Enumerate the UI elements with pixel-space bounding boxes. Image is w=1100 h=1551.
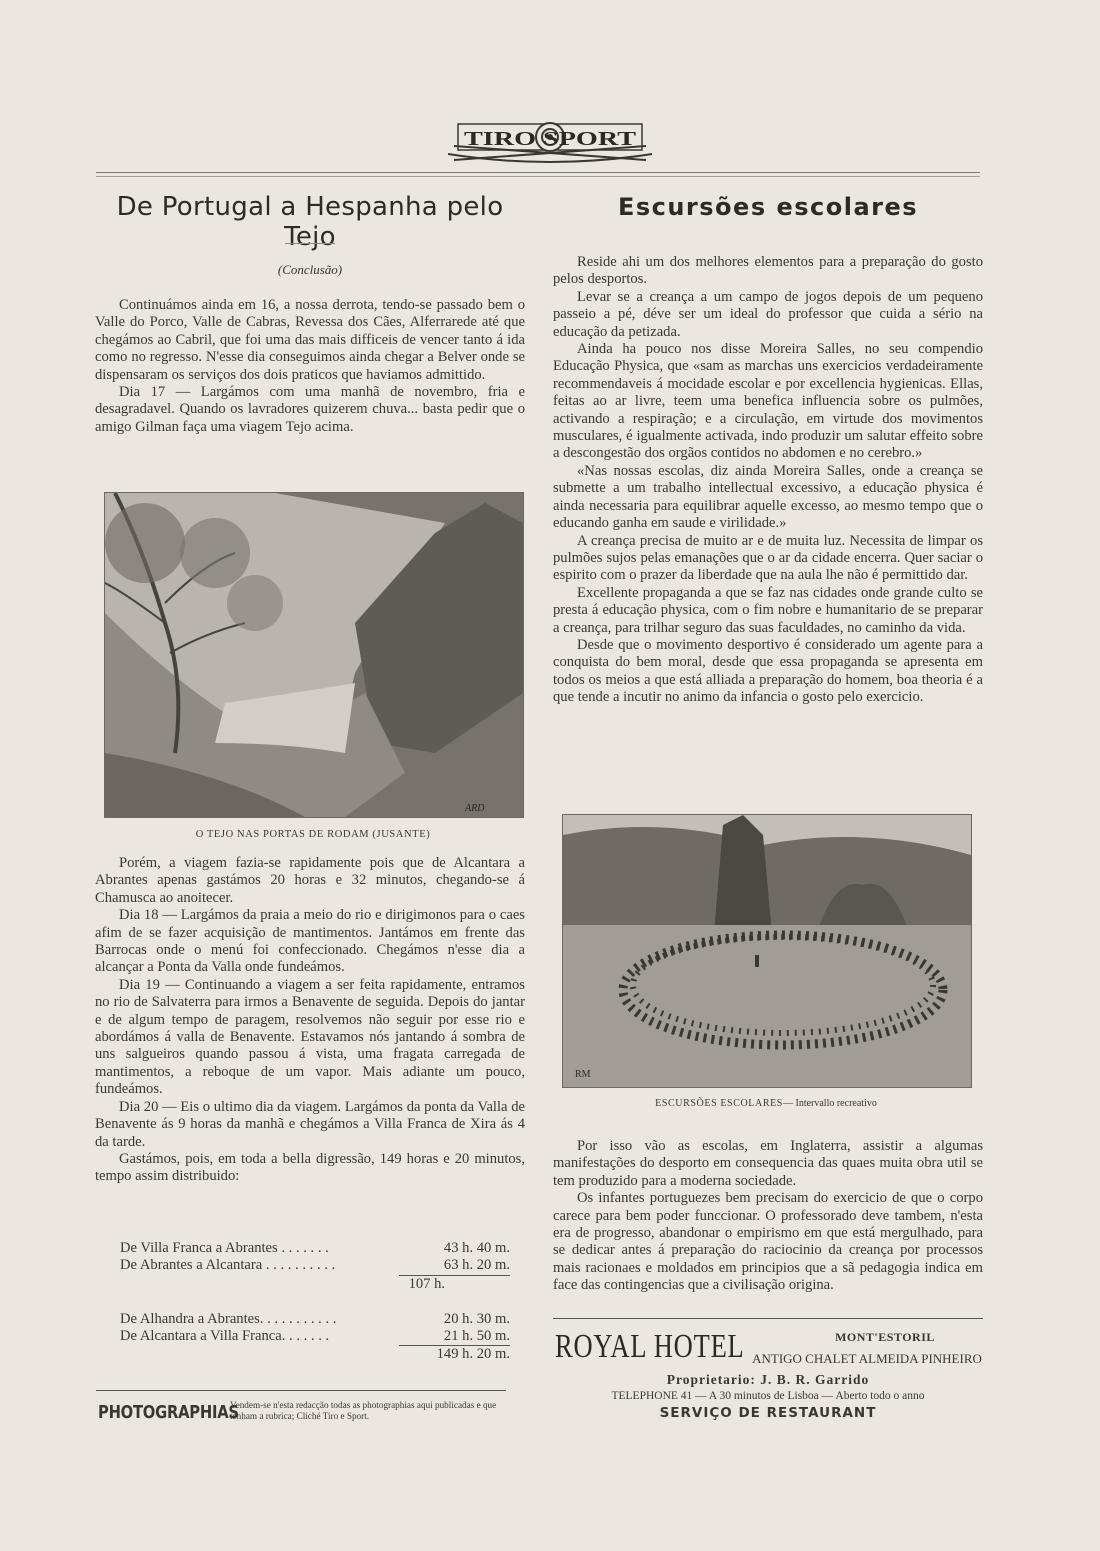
paragraph: Dia 19 — Continuando a viagem a ser feita rapidamente, entramos no rio de Salvaterra para irmos a Benavente de seguida. Depois do jantar e de algum tempo de paragem, resolvemos não seguir por esse rio e abordámos á valla de Benavente. Estavamos nós jantando á sombra de uns salgueiros quando passou á vista, uma fragata carregada de mantimentos, a reboque de um vapor. Mais adiante um pouco, fundeámos. [95, 976, 525, 1098]
table-row [120, 1257, 510, 1275]
paragraph: Desde que o movimento desportivo é considerado um agente para a conquista do bem moral, desde que essa propaganda se apresenta em todos os meios a que está alliada a preparação do homem, boa theoria é a que tende a incutir no animo da infancia o gosto pelo exercicio. [553, 636, 983, 706]
paragraph: Dia 18 — Largámos da praia a meio do rio e dirigimonos para o caes afim de se fazer acquisição de mantimentos. Jantámos em frente das Barrocas onde o menú foi confeccionado. Chegámos n'esse dia a alcançar a Ponta da Valla onde fundeámos. [95, 907, 525, 976]
paragraph: Porém, a viagem fazia-se rapidamente pois que de Alcantara a Abrantes apenas gastámos 20 horas e 32 minutos, chegando-se á Chamusca ao anoitecer. [95, 855, 525, 906]
notice-rule [96, 1390, 506, 1391]
time-label [120, 1275, 399, 1293]
paragraph: Ainda ha pouco nos disse Moreira Salles, no seu compendio Educação Physica, que «sam as marchas uns exercicios verdadeiramente recommendaveis á mocidade escolar e por excellencia hygienicas. Ellas, feitas ao ar livre, teem uma benefica influencia sobre os pulmões, activando a respiração; e a circulação, em virtude dos movimentos musculares, é igualmente activada, indo produzir um salutar effeito sobre a descongestão dos orgãos contidos no abdomen e no cerebro.» [553, 341, 983, 462]
svg-text:TIRO SPORT: TIRO SPORT [464, 128, 637, 150]
time-label: De Villa Franca a Abrantes . . . . . . . [120, 1240, 329, 1256]
svg-text:ARD: ARD [465, 803, 485, 814]
right-article-title: Escursões escolares [617, 193, 919, 221]
hotel-name: ROYAL HOTEL [555, 1328, 745, 1365]
caption-sub: — Intervallo recreativo [782, 1098, 877, 1109]
tejo-photo [104, 492, 524, 818]
header-rule-secondary [96, 176, 980, 177]
time-total: 149 h. 20 m. [399, 1346, 510, 1364]
paragraph: Reside ahi um dos melhores elementos para a preparação do gosto pelos desportos. [553, 254, 983, 288]
time-label: De Alhandra a Abrantes. . . . . . . . . . . [120, 1310, 337, 1327]
paragraph: Continuámos ainda em 16, a nossa derrota, tendo-se passado bem o Valle do Porco, Valle de Cabras, Revessa dos Cães, Alferrarede até que chegámos ao Cabril, que foi uma das mais difficeis de vencer tanto á ida como no regresso. N'esse dia conseguimos ainda chegar a Belver onde se dispensaram os serviços dos dois praticos que haviamos admittido. [95, 297, 525, 383]
escursoes-photo [562, 814, 972, 1088]
hotel-subtitle: ANTIGO CHALET ALMEIDA PINHEIRO [752, 1351, 982, 1366]
time-value: 43 h. 40 m. [443, 1240, 510, 1256]
advert-rule [553, 1318, 983, 1319]
paragraph: Por isso vão as escolas, em Inglaterra, assistir a algumas manifestações do desporto em consequencia das quaes muita obra util se tem produzido para a moderna sociedade. [553, 1138, 983, 1189]
travel-times-table [120, 1240, 510, 1364]
time-label: De Abrantes a Alcantara . . . . . . . . . . [120, 1257, 336, 1274]
time-value: 20 h. 30 m. [443, 1310, 510, 1327]
children-circle-illustration [563, 815, 971, 1087]
hotel-location: MONT'ESTORIL [835, 1330, 935, 1344]
paragraph: Os infantes portuguezes bem precisam do exercicio de que o corpo carece para bem poder funccionar. O professorado deve tambem, n'esta era de progresso, abandonar o empirismo em que está mergulhado, para se dedicar antes á preparação do raciocinio da creança por processos mais racionaes e moldados em principios que a sã pedagogia indica em face das contingencias que a civilisação origina. [553, 1190, 983, 1294]
hotel-telephone: TELEPHONE 41 — A 30 minutos de Lisboa — Aberto todo o anno [611, 1390, 925, 1402]
table-row [120, 1311, 510, 1328]
paragraph: Excellente propaganda a que se faz nas cidades onde grande culto se presta á educação physica, com o fim nobre e humanitario de se preparar a creança, para trilhar seguro das suas faculdades, no caminho da vida. [553, 584, 983, 636]
paragraph: A creança precisa de muito ar e de muita luz. Necessita de limpar os pulmões sujos pelas emanações que o ar da cidade encerra. Quer saciar o espirito com o prazer da liberdade que na aula lhe não é permittido dar. [553, 532, 983, 584]
table-row [120, 1328, 510, 1346]
paragraph: «Nas nossas escolas, diz ainda Moreira Salles, onde a creança se submette a um trabalho intellectual excessivo, a educação physica é ainda necessaria para equilibrar aquelle excesso, ao mesmo tempo que o educando ganha em saude e virilidade.» [553, 462, 983, 532]
paragraph: Levar se a creança a um campo de jogos depois de um pequeno passeio a pé, déve ser um ideal do professor que cuida a sério na educação da petizada. [553, 288, 983, 340]
header-rule [96, 172, 980, 173]
right-article-continuation [553, 1138, 983, 1295]
title-divider [285, 243, 335, 244]
table-row [120, 1240, 510, 1257]
time-value: 21 h. 50 m. [443, 1328, 510, 1345]
escursoes-photo-caption [562, 1098, 970, 1109]
tiro-sport-logo [440, 118, 660, 166]
left-article-continuation [95, 855, 525, 1186]
time-subtotal: 107 h. [399, 1275, 510, 1293]
photographias-notice: Vendem-se n'esta redacção todas as photographias aqui publicadas e que tenham a rubrica; Cliché Tiro e Sport. [230, 1400, 497, 1421]
paragraph: Dia 20 — Eis o ultimo dia da viagem. Largámos da ponta da Valla de Benavente ás 9 horas da manhã e chegámos a Villa Franca de Xira ás 4 da tarde. [95, 1098, 525, 1150]
landscape-illustration [105, 493, 523, 817]
table-row [120, 1346, 510, 1364]
tejo-photo-caption: O TEJO NAS PORTAS DE RODAM (JUSANTE) [195, 829, 431, 840]
paragraph: Dia 17 — Largámos com uma manhã de novembro, fria e desagradavel. Quando os lavradores quizerem chuva... basta pedir que o amigo Gilman faça uma viagem Tejo acima. [95, 384, 525, 435]
time-value: 63 h. 20 m. [443, 1257, 510, 1274]
svg-text:RM: RM [575, 1069, 591, 1080]
table-row [120, 1275, 510, 1293]
paragraph: Gastámos, pois, em toda a bella digressão, 149 horas e 20 minutos, tempo assim distribuido: [95, 1150, 525, 1185]
left-article-title: De Portugal a Hespanha pelo Tejo [116, 192, 504, 252]
left-article-subtitle: (Conclusão) [277, 262, 343, 277]
right-article-body [553, 254, 983, 707]
caption-main: ESCURSÕES ESCOLARES [655, 1098, 783, 1109]
left-article-intro [95, 297, 525, 436]
hotel-proprietor: Proprietario: J. B. R. Garrido [666, 1372, 870, 1387]
time-label: De Alcantara a Villa Franca. . . . . . . [120, 1328, 330, 1345]
hotel-service: SERVIÇO DE RESTAURANT [659, 1405, 877, 1421]
photographias-label: PHOTOGRAPHIAS [98, 1402, 239, 1423]
time-label [120, 1346, 399, 1364]
